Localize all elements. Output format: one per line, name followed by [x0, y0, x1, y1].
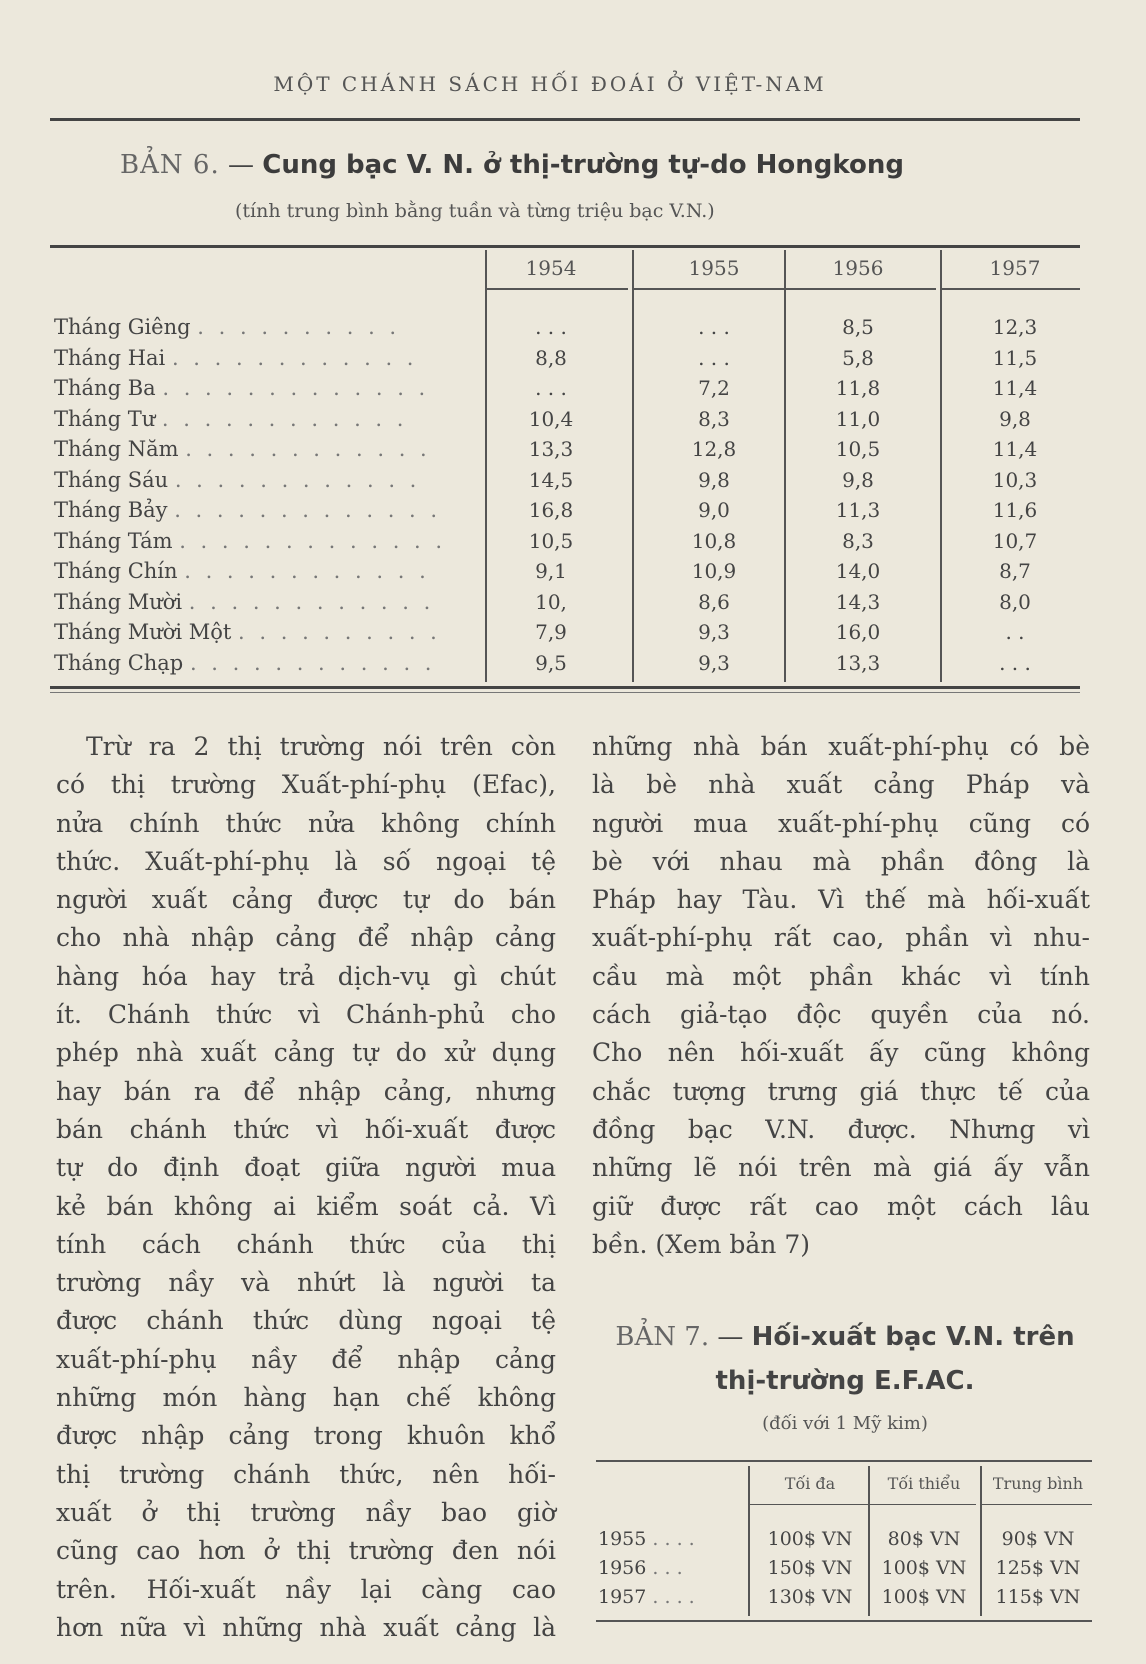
body-text-line: người mua xuất-phí-phụ cũng có [592, 808, 1090, 838]
table6-cell: 10,5 [835, 437, 881, 461]
table6-cell: 11,4 [992, 437, 1038, 461]
table7-column-header: Tối đa [784, 1474, 836, 1493]
table6-cell: 9,1 [535, 559, 567, 583]
table7-header-underline [868, 1504, 976, 1505]
month-name: Tháng Giêng [54, 315, 191, 339]
table6-cell: 8,3 [698, 406, 730, 431]
month-name: Tháng Năm [54, 437, 179, 461]
table6-cell: 14,5 [528, 467, 574, 492]
body-text-line: thức. Xuất-phí-phụ là số ngoại tệ [56, 846, 556, 876]
table7-header-underline [980, 1504, 1092, 1505]
table6-column-divider [940, 250, 942, 682]
month-name: Tháng Ba [54, 376, 156, 400]
leader-dots: . . . . . . . . . . . . [161, 406, 408, 431]
table6-cell: 8,7 [999, 559, 1031, 583]
table6-cell: 10,3 [992, 467, 1038, 492]
body-text-line: hay bán ra để nhập cảng, nhưng [56, 1076, 556, 1106]
body-text-line: xuất-phí-phụ nầy để nhập cảng [56, 1344, 556, 1374]
month-name: Tháng Chín [54, 559, 178, 583]
table7-year-label [598, 1586, 695, 1608]
table7-title-text-1: Hối-xuất bạc V.N. trên [751, 1322, 1075, 1352]
body-text-line: Pháp hay Tàu. Vì thế mà hối-xuất [592, 885, 1090, 915]
table7-cell: 150$ VN [767, 1557, 853, 1579]
table6-cell: . . . [999, 650, 1031, 675]
table7-label: BẢN 7. [615, 1322, 710, 1352]
table6-cell: 9,8 [999, 406, 1031, 431]
month-name: Tháng Chạp [54, 650, 184, 675]
table6-cell: 12,3 [992, 315, 1038, 339]
table6-cell: 10,8 [691, 528, 737, 553]
body-column-left [56, 728, 556, 1647]
body-text-line: thị trường chánh thức, nên hối- [56, 1459, 556, 1489]
body-text-line: phép nhà xuất cảng tự do xử dụng [56, 1038, 556, 1068]
table6-cell: 13,3 [528, 437, 574, 461]
body-text-line: hơn nữa vì những nhà xuất cảng là [56, 1612, 556, 1642]
header-rule [50, 118, 1080, 121]
table6-month-label [54, 315, 474, 343]
body-text-line: những món hàng hạn chế không [56, 1383, 556, 1413]
body-text-line: Cho nên hối-xuất ấy cũng không [592, 1038, 1090, 1068]
table6-column-divider [784, 250, 786, 682]
table7-cell: 100$ VN [767, 1528, 853, 1550]
body-column-right [592, 728, 1090, 1264]
table6-month-label [54, 437, 474, 465]
table7-cell: 100$ VN [881, 1586, 967, 1608]
table6-month-label [54, 468, 474, 496]
table6-title [120, 150, 1020, 180]
table7-title-line1 [595, 1315, 1095, 1359]
table7-top-rule [596, 1460, 1092, 1462]
table6-cell: 9,8 [698, 467, 730, 492]
table6-cell: 10,4 [528, 406, 574, 431]
table7-bottom-rule [596, 1620, 1092, 1622]
table6-cell: 11,6 [992, 498, 1038, 522]
table7-cell: 125$ VN [995, 1557, 1081, 1579]
month-name: Tháng Tư [54, 406, 156, 431]
table6-month-label [54, 559, 474, 587]
table6-cell: 11,4 [992, 376, 1038, 400]
table7-cell: 80$ VN [887, 1528, 961, 1550]
table7-cell: 90$ VN [1001, 1528, 1075, 1550]
table6-month-label [54, 590, 474, 618]
leader-dots: . . . . . . . . . . [197, 315, 401, 339]
table7-year-label [598, 1528, 695, 1550]
table6-cell: 11,8 [835, 376, 881, 400]
body-text-line: những lẽ nói trên mà giá ấy vẫn [592, 1153, 1090, 1183]
body-text-line: trên. Hối-xuất nầy lại càng cao [56, 1574, 556, 1604]
table6-cell: 9,3 [698, 650, 730, 675]
body-text-line: ít. Chánh thức vì Chánh-phủ cho [56, 1000, 556, 1030]
table6-label: BẢN 6. [120, 150, 220, 180]
body-text-line: hàng hóa hay trả dịch-vụ gì chút [56, 961, 556, 991]
table6-cell: 10,9 [691, 559, 737, 583]
table6-header-underline [940, 288, 1080, 290]
table7-title [595, 1315, 1095, 1403]
table6-cell: 7,2 [698, 376, 730, 400]
body-text-line: bền. (Xem bản 7) [592, 1229, 810, 1259]
table7-column-header: Trung bình [992, 1474, 1084, 1493]
table6-cell: 11,3 [835, 498, 881, 522]
table6-cell: 11,0 [835, 406, 881, 431]
table6-cell: . . . [535, 376, 567, 400]
body-text-line: trường nầy và nhứt là người ta [56, 1268, 556, 1298]
month-name: Tháng Sáu [54, 467, 169, 492]
table6-cell: 16,8 [528, 498, 574, 522]
leader-dots: . . . . . . . . . . . . . [174, 498, 442, 522]
body-text-line: xuất-phí-phụ rất cao, phần vì nhu- [592, 923, 1090, 953]
leader-dots: . . . . . . . . . . . . [185, 437, 431, 461]
table6-cell: 8,3 [842, 528, 874, 553]
table6-cell: 5,8 [842, 345, 874, 370]
table7-subtitle: (đối với 1 Mỹ kim) [762, 1413, 928, 1434]
table6-header-underline [485, 288, 628, 290]
body-text-line: có thị trường Xuất-phí-phụ (Efac), [56, 770, 556, 800]
table6-cell: 9,3 [698, 620, 730, 644]
leader-dots: . . . . [652, 1528, 695, 1550]
leader-dots: . . . . . . . . . . . . . [162, 376, 430, 400]
table6-cell: 12,8 [691, 437, 737, 461]
table6-top-rule [50, 245, 1080, 248]
month-name: Tháng Mười [54, 589, 183, 614]
leader-dots: . . . . . . . . . . . . [174, 467, 421, 492]
table6-cell: 10, [535, 589, 567, 614]
table6-month-label [54, 529, 474, 557]
table6-year-header: 1957 [989, 256, 1041, 280]
body-text-line: tính cách chánh thức của thị [56, 1229, 556, 1259]
table6-header-underline [632, 288, 784, 290]
body-text-line: cầu mà một phần khác vì tính [592, 961, 1090, 991]
table6-cell: 14,0 [835, 559, 881, 583]
body-text-line: được nhập cảng trong khuôn khổ [56, 1421, 556, 1451]
table6-month-label [54, 620, 474, 648]
table6-dash: — [227, 150, 254, 180]
table6-title-text: Cung bạc V. N. ở thị-trường tự-do Hongkong [262, 150, 904, 180]
table7-dash: — [717, 1322, 744, 1352]
body-text-line: xuất ở thị trường nầy bao giờ [56, 1497, 556, 1527]
body-text-line: bè với nhau mà phần đông là [592, 846, 1090, 876]
table6-subtitle: (tính trung bình bằng tuần và từng triệu bạc V.N.) [235, 200, 715, 222]
body-text-line: giữ được rất cao một cách lâu [592, 1191, 1090, 1221]
table6-cell: 8,0 [999, 589, 1031, 614]
body-text-line: những nhà bán xuất-phí-phụ có bè [592, 732, 1090, 761]
body-text-line: người xuất cảng được tự do bán [56, 885, 556, 915]
table6-cell: 7,9 [535, 620, 567, 644]
table6-year-header: 1955 [688, 256, 740, 280]
table6-cell: 10,5 [528, 528, 574, 553]
body-text-line: nửa chính thức nửa không chính [56, 808, 556, 838]
year: 1957 [598, 1586, 647, 1608]
table7-cell: 130$ VN [767, 1586, 853, 1608]
year: 1956 [598, 1557, 647, 1579]
table6-header-underline [784, 288, 936, 290]
leader-dots: . . . . . . . . . . . . [184, 559, 430, 583]
body-text-line: là bè nhà xuất cảng Pháp và [592, 770, 1090, 800]
table7-cell: 115$ VN [995, 1586, 1081, 1608]
table6-cell: 14,3 [835, 589, 881, 614]
year: 1955 [598, 1528, 647, 1550]
body-text-line: cũng cao hơn ở thị trường đen nói [56, 1536, 556, 1566]
table6-month-label [54, 651, 474, 679]
table6-month-label [54, 407, 474, 435]
table6-bottom-rule [50, 686, 1080, 689]
table7-header-underline [748, 1504, 872, 1505]
table6-cell: 8,5 [842, 315, 874, 339]
leader-dots: . . . . . . . . . . . . [188, 589, 435, 614]
table6-cell: 11,5 [992, 345, 1038, 370]
body-text-line: được chánh thức dùng ngoại tệ [56, 1306, 556, 1336]
table6-cell: 8,8 [535, 345, 567, 370]
body-text-line: đồng bạc V.N. được. Nhưng vì [592, 1114, 1090, 1144]
month-name: Tháng Mười Một [54, 620, 232, 644]
table6-cell: . . . [535, 315, 567, 339]
table6-cell: . . . [698, 345, 730, 370]
table6-cell: 9,8 [842, 467, 874, 492]
leader-dots: . . . [652, 1557, 683, 1579]
month-name: Tháng Tám [54, 528, 173, 553]
table6-cell: 8,6 [698, 589, 730, 614]
body-text-line: Trừ ra 2 thị trường nói trên còn [86, 732, 556, 761]
table6-month-label [54, 376, 474, 404]
table7-year-label [598, 1557, 683, 1579]
table7-cell: 100$ VN [881, 1557, 967, 1579]
table6-cell: 16,0 [835, 620, 881, 644]
table6-cell: 13,3 [835, 650, 881, 675]
body-text-line: cách giả-tạo độc quyền của nó. [592, 1000, 1090, 1030]
body-text-line: bán chánh thức vì hối-xuất được [56, 1114, 556, 1144]
leader-dots: . . . . . . . . . . . . [171, 345, 418, 370]
table6-month-label [54, 346, 474, 374]
table7-column-divider [748, 1466, 750, 1616]
leader-dots: . . . . . . . . . . . . . [179, 528, 447, 553]
table6-bottom-rule-thin [50, 692, 1080, 693]
table6-year-header: 1954 [525, 256, 577, 280]
month-name: Tháng Hai [54, 345, 166, 370]
table6-cell: 9,0 [698, 498, 730, 522]
table6-cell: 10,7 [992, 528, 1038, 553]
leader-dots: . . . . . . . . . . [238, 620, 441, 644]
table7-column-header: Tối thiểu [887, 1474, 961, 1493]
leader-dots: . . . . [652, 1586, 695, 1608]
table7-title-text-2: thị-trường E.F.AC. [715, 1366, 975, 1396]
running-head: MỘT CHÁNH SÁCH HỐI ĐOÁI Ở VIỆT-NAM [273, 72, 827, 96]
table6-cell: . . [1005, 620, 1025, 644]
table6-cell: 9,5 [535, 650, 567, 675]
table6-year-header: 1956 [832, 256, 884, 280]
month-name: Tháng Bảy [54, 498, 168, 522]
body-text-line: tự do định đoạt giữa người mua [56, 1153, 556, 1183]
table6-cell: . . . [698, 315, 730, 339]
leader-dots: . . . . . . . . . . . . [189, 650, 436, 675]
body-text-line: cho nhà nhập cảng để nhập cảng [56, 923, 556, 953]
body-text-line: chắc tượng trưng giá thực tế của [592, 1076, 1090, 1106]
body-text-line: kẻ bán không ai kiểm soát cả. Vì [56, 1191, 556, 1221]
table6-column-divider [632, 250, 634, 682]
table6-month-label [54, 498, 474, 526]
